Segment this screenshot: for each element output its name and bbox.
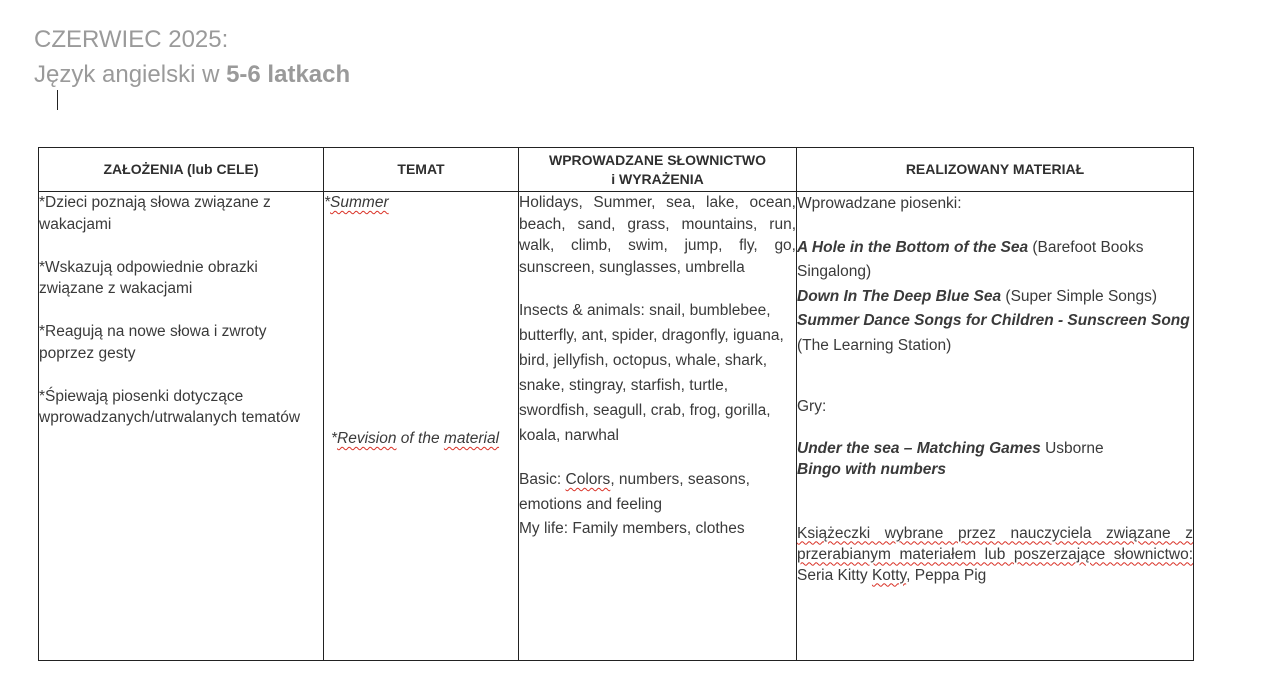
table-row [39, 192, 1194, 661]
header-topic: TEMAT [324, 148, 519, 192]
goal-item: *Dzieci poznają słowa związane z wakacjami [39, 194, 271, 233]
song-item: A Hole in the Bottom of the Sea (Barefoot Books Singalong) [797, 238, 1144, 280]
goal-item: *Reagują na nowe słowa i zwroty poprzez gesty [39, 323, 267, 362]
vocab-mylife: My life: Family members, clothes [519, 520, 745, 537]
game-item: Under the sea – Matching Games Usborne [797, 439, 1104, 457]
heading-date: CZERWIEC 2025: [34, 26, 229, 53]
material-cell[interactable] [797, 192, 1194, 661]
text-cursor [57, 90, 58, 110]
vocab-animals: Insects & animals: snail, bumblebee, butterfly, ant, spider, dragonfly, iguana, bird, jellyfish, octopus, whale, shark, snake, stingray, starfish, turtle, swordfish, seagull, crab, frog, gorilla, koala, narwhal [519, 302, 784, 444]
lesson-plan-table [38, 147, 1194, 661]
games-label: Gry: [797, 398, 827, 415]
vocab-basic: Basic: Colors, numbers, seasons, emotions and feeling [519, 471, 750, 513]
goal-item: *Śpiewają piosenki dotyczące wprowadzanych/utrwalanych tematów [39, 387, 301, 426]
song-item: Summer Dance Songs for Children - Sunscreen Song (The Learning Station) [797, 312, 1190, 354]
heading-subject [34, 57, 350, 92]
songs-label: Wprowadzane piosenki: [797, 195, 962, 212]
header-vocabulary: WPROWADZANE SŁOWNICTWO i WYRAŻENIA [519, 148, 797, 192]
topic-summer: *Summer [324, 194, 389, 211]
header-material: REALIZOWANY MATERIAŁ [797, 148, 1194, 192]
document-heading [34, 22, 350, 92]
topic-cell[interactable] [324, 192, 519, 661]
goals-cell[interactable] [39, 192, 324, 661]
heading-age-group: 5-6 latkach [226, 61, 351, 88]
table-header-row [39, 148, 1194, 192]
books-list: Seria Kitty Kotty, Peppa Pig [797, 566, 987, 584]
vocab-holidays: Holidays, Summer, sea, lake, ocean, beach, sand, grass, mountains, run, walk, climb, swim, jump, fly, go, sunscreen, sunglasses, umbrella [519, 194, 796, 276]
song-item: Down In The Deep Blue Sea (Super Simple Songs) [797, 287, 1158, 305]
heading-subject-text: Język angielski w [34, 61, 227, 88]
header-goals: ZAŁOŻENIA (lub CELE) [39, 148, 324, 192]
books-label: Książeczki wybrane przez nauczyciela związane z przerabianym materiałem lub poszerzające słownictwo: [797, 524, 1193, 563]
topic-revision: *Revision of the material [331, 430, 500, 447]
game-item: Bingo with numbers [797, 461, 946, 478]
goal-item: *Wskazują odpowiednie obrazki związane z wakacjami [39, 258, 258, 297]
vocabulary-cell[interactable] [519, 192, 797, 661]
